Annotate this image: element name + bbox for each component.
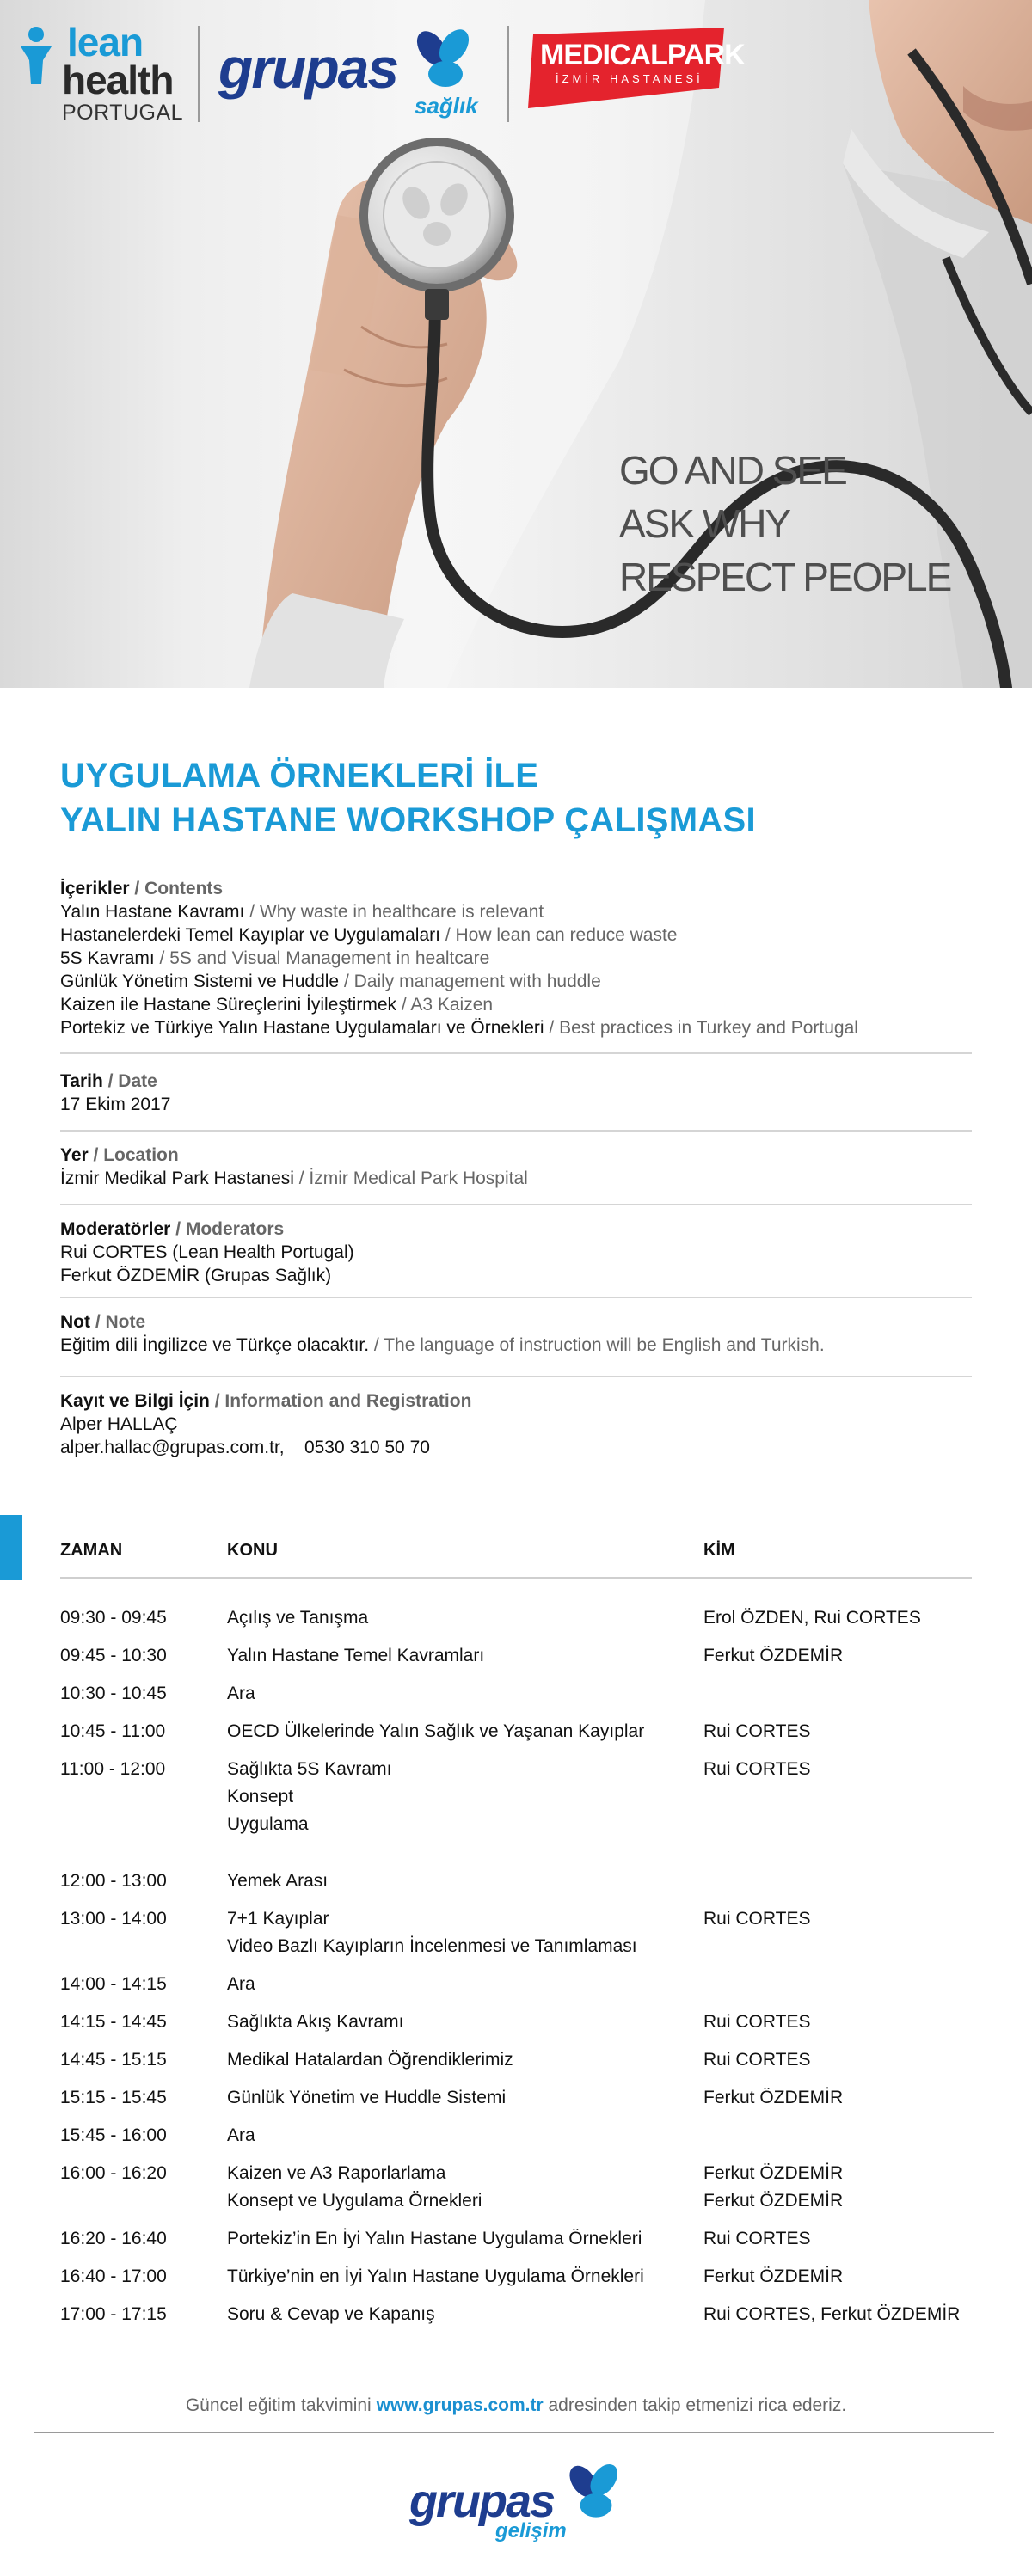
heading-en: / Location [88, 1145, 179, 1165]
row-time: 10:30 - 10:45 [60, 1684, 167, 1703]
logo-medicalpark-text: MEDICALPARK [540, 39, 745, 71]
registration-section [60, 1389, 972, 1459]
row-topic [227, 1756, 391, 1838]
row-time: 14:15 - 14:45 [60, 2012, 167, 2032]
column-header-who: KİM [703, 1541, 735, 1560]
content-item [60, 970, 972, 993]
item-tr: Yalın Hastane Kavramı [60, 902, 245, 922]
location-tr: İzmir Medikal Park Hastanesi [60, 1168, 294, 1188]
who-line: Erol ÖZDEN, Rui CORTES [703, 1608, 921, 1628]
row-who [703, 1718, 810, 1745]
note-section [60, 1310, 972, 1357]
content-item [60, 923, 972, 947]
who-line: Rui CORTES [703, 1909, 811, 1929]
row-who [703, 2160, 843, 2215]
topic-line: Konsept [227, 1787, 294, 1806]
item-tr: 5S Kavramı [60, 948, 155, 968]
row-time: 11:00 - 12:00 [60, 1759, 166, 1779]
row-topic [227, 2122, 255, 2150]
item-tr: Kaizen ile Hastane Süreçlerini İyileştirmek [60, 995, 396, 1015]
footer-note-before: Güncel eğitim takvimini [185, 2395, 377, 2415]
item-en: / 5S and Visual Management in healtcare [154, 948, 490, 968]
topic-line: Sağlıkta 5S Kavramı [227, 1759, 392, 1779]
topic-line: OECD Ülkelerinde Yalın Sağlık ve Yaşanan Kayıplar [227, 1721, 645, 1741]
item-en: / A3 Kaizen [396, 995, 494, 1015]
row-time: 16:40 - 17:00 [60, 2266, 167, 2286]
logo-saglik-text: sağlık [415, 93, 478, 119]
heading-tr: Not [60, 1312, 90, 1332]
grupas-petal-icon [564, 2461, 628, 2524]
row-who [703, 1604, 921, 1632]
row-topic [227, 2263, 644, 2291]
topic-line: Kaizen ve A3 Raporlarlama [227, 2163, 446, 2183]
who-line: Ferkut ÖZDEMİR [703, 2191, 844, 2211]
row-topic [227, 1718, 644, 1745]
footer-divider [34, 2432, 994, 2433]
row-topic [227, 2301, 435, 2328]
row-time: 09:30 - 09:45 [60, 1608, 167, 1628]
logo-health-text: health [62, 58, 174, 102]
footer-link[interactable]: www.grupas.com.tr [376, 2395, 544, 2415]
grupas-saglik-logo [215, 24, 499, 119]
content-item [60, 947, 972, 970]
heading-tr: İçerikler [60, 879, 130, 899]
row-time: 13:00 - 14:00 [60, 1909, 167, 1929]
note-tr: Eğitim dili İngilizce ve Türkçe olacaktır. [60, 1335, 370, 1355]
content-item [60, 993, 972, 1016]
section-divider [60, 1130, 972, 1132]
grupas-gelisim-logo [404, 2461, 636, 2547]
topic-line: Türkiye’nin en İyi Yalın Hastane Uygulama Örnekleri [227, 2266, 644, 2286]
topic-line: Soru & Cevap ve Kapanış [227, 2304, 435, 2324]
page-title [60, 753, 756, 843]
logo-lean-text: lean [67, 20, 144, 64]
person-icon [17, 26, 57, 86]
heading-tr: Yer [60, 1145, 89, 1165]
logo-divider [198, 26, 200, 122]
item-tr: Hastanelerdeki Temel Kayıplar ve Uygulamaları [60, 925, 440, 945]
medical-park-logo [525, 28, 745, 113]
slogan-line: GO AND SEE [619, 448, 846, 493]
hero-banner [0, 0, 1032, 688]
location-section [60, 1144, 972, 1190]
note-value [60, 1334, 972, 1357]
topic-line: Açılış ve Tanışma [227, 1608, 369, 1628]
schedule-marker [0, 1515, 22, 1580]
logo-gelisim-text: gelişim [495, 2519, 567, 2542]
grupas-petal-icon [411, 26, 480, 95]
location-en: / İzmir Medical Park Hospital [293, 1168, 528, 1188]
who-line: Ferkut ÖZDEMİR [703, 2088, 844, 2107]
row-topic [227, 1868, 328, 1895]
registration-name: Alper HALLAÇ [60, 1414, 178, 1434]
moderators-heading [60, 1217, 972, 1241]
logo-grupas-text: grupas [409, 2475, 555, 2527]
row-who [703, 1642, 843, 1670]
item-en: / Why waste in healthcare is relevant [244, 902, 544, 922]
heading-en: / Moderators [170, 1219, 285, 1239]
note-en: / The language of instruction will be English and Turkish. [369, 1335, 825, 1355]
section-divider [60, 1297, 972, 1298]
heading-tr: Moderatörler [60, 1219, 171, 1239]
contents-section [60, 877, 972, 1040]
section-divider [60, 1376, 972, 1377]
column-header-time: ZAMAN [60, 1541, 123, 1560]
row-who [703, 2263, 843, 2291]
section-divider [60, 1204, 972, 1205]
slogan-line: ASK WHY [619, 501, 790, 546]
logo-divider [507, 26, 509, 122]
content-item [60, 900, 972, 923]
row-topic [227, 1642, 484, 1670]
row-time: 15:45 - 16:00 [60, 2125, 167, 2145]
slogan [619, 444, 950, 604]
location-heading [60, 1144, 972, 1167]
heading-tr: Tarih [60, 1071, 103, 1091]
item-en: / Daily management with huddle [339, 972, 601, 991]
registration-heading [60, 1389, 972, 1413]
row-who [703, 2009, 810, 2036]
item-en: / How lean can reduce waste [439, 925, 678, 945]
row-time: 10:45 - 11:00 [60, 1721, 166, 1741]
content-item [60, 1016, 972, 1040]
slogan-line: RESPECT PEOPLE [619, 555, 951, 599]
topic-line: Portekiz’in En İyi Yalın Hastane Uygulama Örnekleri [227, 2229, 642, 2248]
section-divider [60, 1052, 972, 1054]
moderators-section [60, 1217, 972, 1287]
topic-line: Uygulama [227, 1814, 309, 1834]
date-heading [60, 1070, 972, 1093]
column-header-topic: KONU [227, 1541, 278, 1560]
row-topic [227, 2084, 506, 2112]
who-line: Rui CORTES [703, 2229, 811, 2248]
who-line: Ferkut ÖZDEMİR [703, 2163, 844, 2183]
item-en: / Best practices in Turkey and Portugal [544, 1018, 858, 1038]
row-time: 14:45 - 15:15 [60, 2050, 167, 2070]
row-time: 16:20 - 16:40 [60, 2229, 167, 2248]
row-topic [227, 1971, 255, 1998]
row-topic [227, 2046, 513, 2074]
topic-line: Yalın Hastane Temel Kavramları [227, 1646, 485, 1665]
moderator-name: Rui CORTES (Lean Health Portugal) [60, 1242, 354, 1262]
topic-line: Günlük Yönetim ve Huddle Sistemi [227, 2088, 507, 2107]
logo-izmir-text: İZMİR HASTANESİ [556, 72, 703, 85]
date-section [60, 1070, 972, 1116]
topic-line: 7+1 Kayıplar [227, 1909, 329, 1929]
title-line-1: UYGULAMA ÖRNEKLERİ İLE [60, 757, 539, 794]
row-time: 09:45 - 10:30 [60, 1646, 167, 1665]
contents-heading [60, 877, 972, 900]
registration-contact[interactable]: alper.hallac@grupas.com.tr, 0530 310 50 70 [60, 1438, 430, 1457]
row-topic [227, 2225, 642, 2253]
row-time: 17:00 - 17:15 [60, 2304, 167, 2324]
heading-en: / Contents [129, 879, 224, 899]
moderator-name: Ferkut ÖZDEMİR (Grupas Sağlık) [60, 1266, 332, 1285]
header-divider [60, 1577, 972, 1579]
topic-line: Sağlıkta Akış Kavramı [227, 2012, 404, 2032]
heading-en: / Date [102, 1071, 157, 1091]
note-heading [60, 1310, 972, 1334]
row-topic [227, 1604, 368, 1632]
row-who [703, 1756, 810, 1783]
row-who [703, 2084, 843, 2112]
topic-line: Video Bazlı Kayıpların İncelenmesi ve Tanımlaması [227, 1936, 637, 1956]
item-tr: Portekiz ve Türkiye Yalın Hastane Uygulamaları ve Örnekleri [60, 1018, 544, 1038]
row-topic [227, 1680, 255, 1708]
logo-grupas-text: grupas [218, 36, 398, 100]
who-line: Ferkut ÖZDEMİR [703, 1646, 844, 1665]
topic-line: Medikal Hatalardan Öğrendiklerimiz [227, 2050, 513, 2070]
location-value [60, 1167, 972, 1190]
row-who [703, 1905, 810, 1933]
topic-line: Ara [227, 1684, 255, 1703]
who-line: Rui CORTES [703, 2050, 811, 2070]
heading-tr: Kayıt ve Bilgi İçin [60, 1391, 210, 1411]
row-time: 16:00 - 16:20 [60, 2163, 167, 2183]
logo-portugal-text: PORTUGAL [62, 101, 184, 125]
row-who [703, 2046, 810, 2074]
topic-line: Konsept ve Uygulama Örnekleri [227, 2191, 482, 2211]
row-topic [227, 1905, 637, 1960]
item-tr: Günlük Yönetim Sistemi ve Huddle [60, 972, 340, 991]
who-line: Rui CORTES [703, 1721, 811, 1741]
lean-health-logo [17, 20, 189, 125]
row-time: 14:00 - 14:15 [60, 1974, 167, 1994]
row-topic [227, 2009, 403, 2036]
row-time: 12:00 - 13:00 [60, 1871, 167, 1891]
heading-en: / Note [90, 1312, 146, 1332]
footer-note-after: adresinden takip etmenizi rica ederiz. [543, 2395, 847, 2415]
row-time: 15:15 - 15:45 [60, 2088, 167, 2107]
row-who [703, 2225, 810, 2253]
date-value: 17 Ekim 2017 [60, 1095, 171, 1114]
who-line: Rui CORTES [703, 1759, 811, 1779]
topic-line: Ara [227, 1974, 255, 1994]
topic-line: Ara [227, 2125, 255, 2145]
row-who [703, 2301, 960, 2328]
who-line: Ferkut ÖZDEMİR [703, 2266, 844, 2286]
footer-note [0, 2395, 1032, 2416]
who-line: Rui CORTES, Ferkut ÖZDEMİR [703, 2304, 961, 2324]
heading-en: / Information and Registration [209, 1391, 472, 1411]
title-line-2: YALIN HASTANE WORKSHOP ÇALIŞMASI [60, 801, 756, 839]
row-topic [227, 2160, 482, 2215]
topic-line: Yemek Arası [227, 1871, 329, 1891]
who-line: Rui CORTES [703, 2012, 811, 2032]
